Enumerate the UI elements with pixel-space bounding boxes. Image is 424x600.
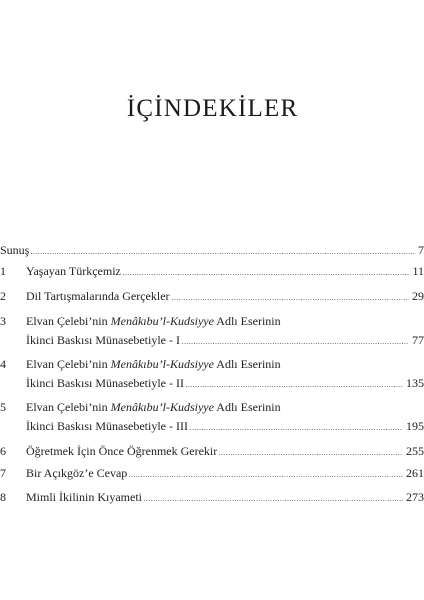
work-title-italic: Menâkıbu’l-Kudsiyye	[110, 314, 214, 328]
entry-title: Mimli İkilinin Kıyameti	[26, 490, 142, 504]
page-number: 273	[406, 490, 424, 504]
heading-text: Elvan Çelebi’nin	[26, 400, 108, 414]
work-title-italic: Menâkıbu’l-Kudsiyye	[110, 357, 214, 371]
page-title: İÇİNDEKİLER	[126, 95, 299, 122]
heading-text: Adlı Eserinin	[216, 357, 281, 371]
toc-entry-heading	[0, 357, 424, 371]
chapter-number: 2	[0, 289, 6, 303]
page-number: 77	[412, 333, 424, 347]
dot-leader	[219, 454, 403, 455]
toc-entry-heading	[0, 314, 424, 328]
heading-text: Elvan Çelebi’nin	[26, 314, 108, 328]
work-title-italic: Menâkıbu’l-Kudsiyye	[110, 400, 214, 414]
dot-leader	[31, 253, 415, 254]
page-number: 261	[406, 466, 424, 480]
dot-leader	[186, 386, 403, 387]
chapter-number: 6	[0, 444, 6, 458]
entry-heading	[26, 400, 281, 414]
toc-entry-heading	[0, 400, 424, 414]
toc-entry	[0, 419, 424, 433]
chapter-number: 4	[0, 357, 6, 371]
page-number: 195	[406, 419, 424, 433]
toc-entry	[0, 333, 424, 347]
dot-leader	[129, 476, 403, 477]
entry-heading	[26, 357, 281, 371]
entry-heading	[26, 314, 281, 328]
page-number: 135	[406, 376, 424, 390]
page-number: 29	[412, 289, 424, 303]
toc-entry	[0, 466, 424, 480]
chapter-number: 3	[0, 314, 6, 328]
page-number: 11	[412, 264, 424, 278]
page-number: 7	[418, 243, 424, 257]
entry-title: Yaşayan Türkçemiz	[26, 264, 121, 278]
toc-entry	[0, 376, 424, 390]
toc-entry	[0, 243, 424, 257]
chapter-number: 5	[0, 400, 6, 414]
entry-title: İkinci Baskısı Münasebetiyle - I	[26, 333, 180, 347]
toc-entry	[0, 444, 424, 458]
page-number: 255	[406, 444, 424, 458]
chapter-number: 8	[0, 490, 6, 504]
heading-text: Adlı Eserinin	[216, 400, 281, 414]
dot-leader	[172, 299, 409, 300]
dot-leader	[190, 429, 403, 430]
chapter-number: 7	[0, 466, 6, 480]
entry-title: İkinci Baskısı Münasebetiyle - III	[26, 419, 188, 433]
entry-title: İkinci Baskısı Münasebetiyle - II	[26, 376, 184, 390]
dot-leader	[123, 274, 410, 275]
entry-title: Öğretmek İçin Önce Öğrenmek Gerekir	[26, 444, 218, 458]
toc-entry	[0, 289, 424, 303]
entry-title: Bir Açıkgöz’e Cevap	[26, 466, 128, 480]
heading-text: Elvan Çelebi’nin	[26, 357, 108, 371]
dot-leader	[144, 500, 403, 501]
entry-title: Dil Tartışmalarında Gerçekler	[26, 289, 170, 303]
toc-entry	[0, 490, 424, 504]
toc-entry	[0, 264, 424, 278]
entry-title: Sunuş	[0, 243, 30, 257]
chapter-number: 1	[0, 264, 6, 278]
dot-leader	[182, 343, 409, 344]
heading-text: Adlı Eserinin	[216, 314, 281, 328]
